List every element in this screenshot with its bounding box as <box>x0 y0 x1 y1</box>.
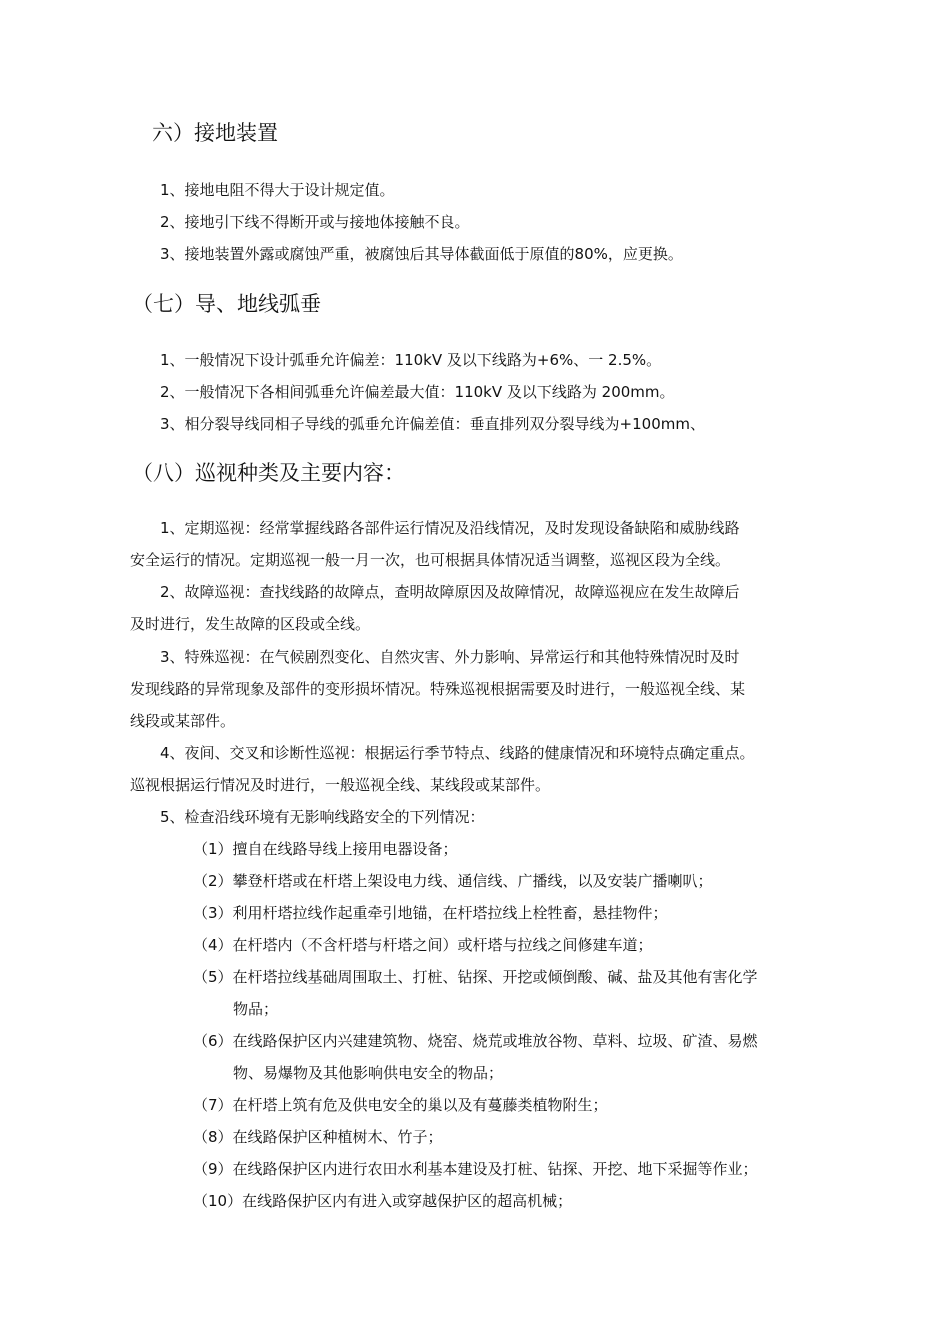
inspection-subitem: （5）在杆塔拉线基础周围取土、打桩、钻探、开挖或倾倒酸、碱、盐及其他有害化学 <box>193 968 758 986</box>
section-6-item-2: 2、接地引下线不得断开或与接地体接触不良。 <box>160 213 470 231</box>
section-7-item-2: 2、一般情况下各相间弧垂允许偏差最大值：110kV 及以下线路为 200mm。 <box>160 383 675 401</box>
section-6-item-3: 3、接地装置外露或腐蚀严重，被腐蚀后其导体截面低于原值的80%，应更换。 <box>160 245 683 263</box>
section-8-line: 巡视根据运行情况及时进行，一般巡视全线、某线段或某部件。 <box>130 776 551 794</box>
inspection-subitem: （3）利用杆塔拉线作起重牵引地锚，在杆塔拉线上栓牲畜，悬挂物件； <box>193 904 668 922</box>
section-8-heading: （八）巡视种类及主要内容： <box>132 461 405 485</box>
inspection-subitem: （10）在线路保护区内有进入或穿越保护区的超高机械； <box>193 1192 573 1210</box>
inspection-subitem: （6）在线路保护区内兴建建筑物、烧窑、烧荒或堆放谷物、草料、垃圾、矿渣、易燃 <box>193 1032 758 1050</box>
section-8-line: 安全运行的情况。定期巡视一般一月一次，也可根据具体情况适当调整，巡视区段为全线。 <box>130 551 731 569</box>
section-7-item-1: 1、一般情况下设计弧垂允许偏差：110kV 及以下线路为+6%、一 2.5%。 <box>160 351 662 369</box>
section-6-item-1: 1、接地电阻不得大于设计规定值。 <box>160 181 395 199</box>
section-8-line: 3、特殊巡视：在气候剧烈变化、自然灾害、外力影响、异常运行和其他特殊情况时及时 <box>160 648 740 666</box>
section-8-line: 及时进行，发生故障的区段或全线。 <box>130 615 371 633</box>
inspection-subitem: （2）攀登杆塔或在杆塔上架设电力线、通信线、广播线，以及安装广播喇叭； <box>193 872 713 890</box>
inspection-subitem: （7）在杆塔上筑有危及供电安全的巢以及有蔓藤类植物附生； <box>193 1096 608 1114</box>
section-8-line: 4、夜间、交叉和诊断性巡视：根据运行季节特点、线路的健康情况和环境特点确定重点。 <box>160 744 755 762</box>
section-7-item-3: 3、相分裂导线同相子导线的弧垂允许偏差值：垂直排列双分裂导线为+100mm、 <box>160 415 705 433</box>
inspection-subitem: （1）擅自在线路导线上接用电器设备； <box>193 840 458 858</box>
inspection-subitem: 物、易爆物及其他影响供电安全的物品； <box>233 1064 504 1082</box>
section-8-line: 5、检查沿线环境有无影响线路安全的下列情况： <box>160 808 485 826</box>
section-8-line: 2、故障巡视：查找线路的故障点，查明故障原因及故障情况，故障巡视应在发生故障后 <box>160 583 740 601</box>
inspection-subitem: 物品； <box>233 1000 279 1018</box>
inspection-subitem: （9）在线路保护区内进行农田水利基本建设及打桩、钻探、开挖、地下采掘等作业； <box>193 1160 758 1178</box>
section-8-line: 线段或某部件。 <box>130 712 236 730</box>
section-6-heading: 六）接地装置 <box>152 121 278 145</box>
section-8-line: 发现线路的异常现象及部件的变形损坏情况。特殊巡视根据需要及时进行，一般巡视全线、某 <box>130 680 746 698</box>
section-7-heading: （七）导、地线弧垂 <box>132 292 321 316</box>
inspection-subitem: （8）在线路保护区种植树木、竹子； <box>193 1128 443 1146</box>
inspection-subitem: （4）在杆塔内（不含杆塔与杆塔之间）或杆塔与拉线之间修建车道； <box>193 936 653 954</box>
section-8-line: 1、定期巡视：经常掌握线路各部件运行情况及沿线情况，及时发现设备缺陷和威胁线路 <box>160 519 740 537</box>
